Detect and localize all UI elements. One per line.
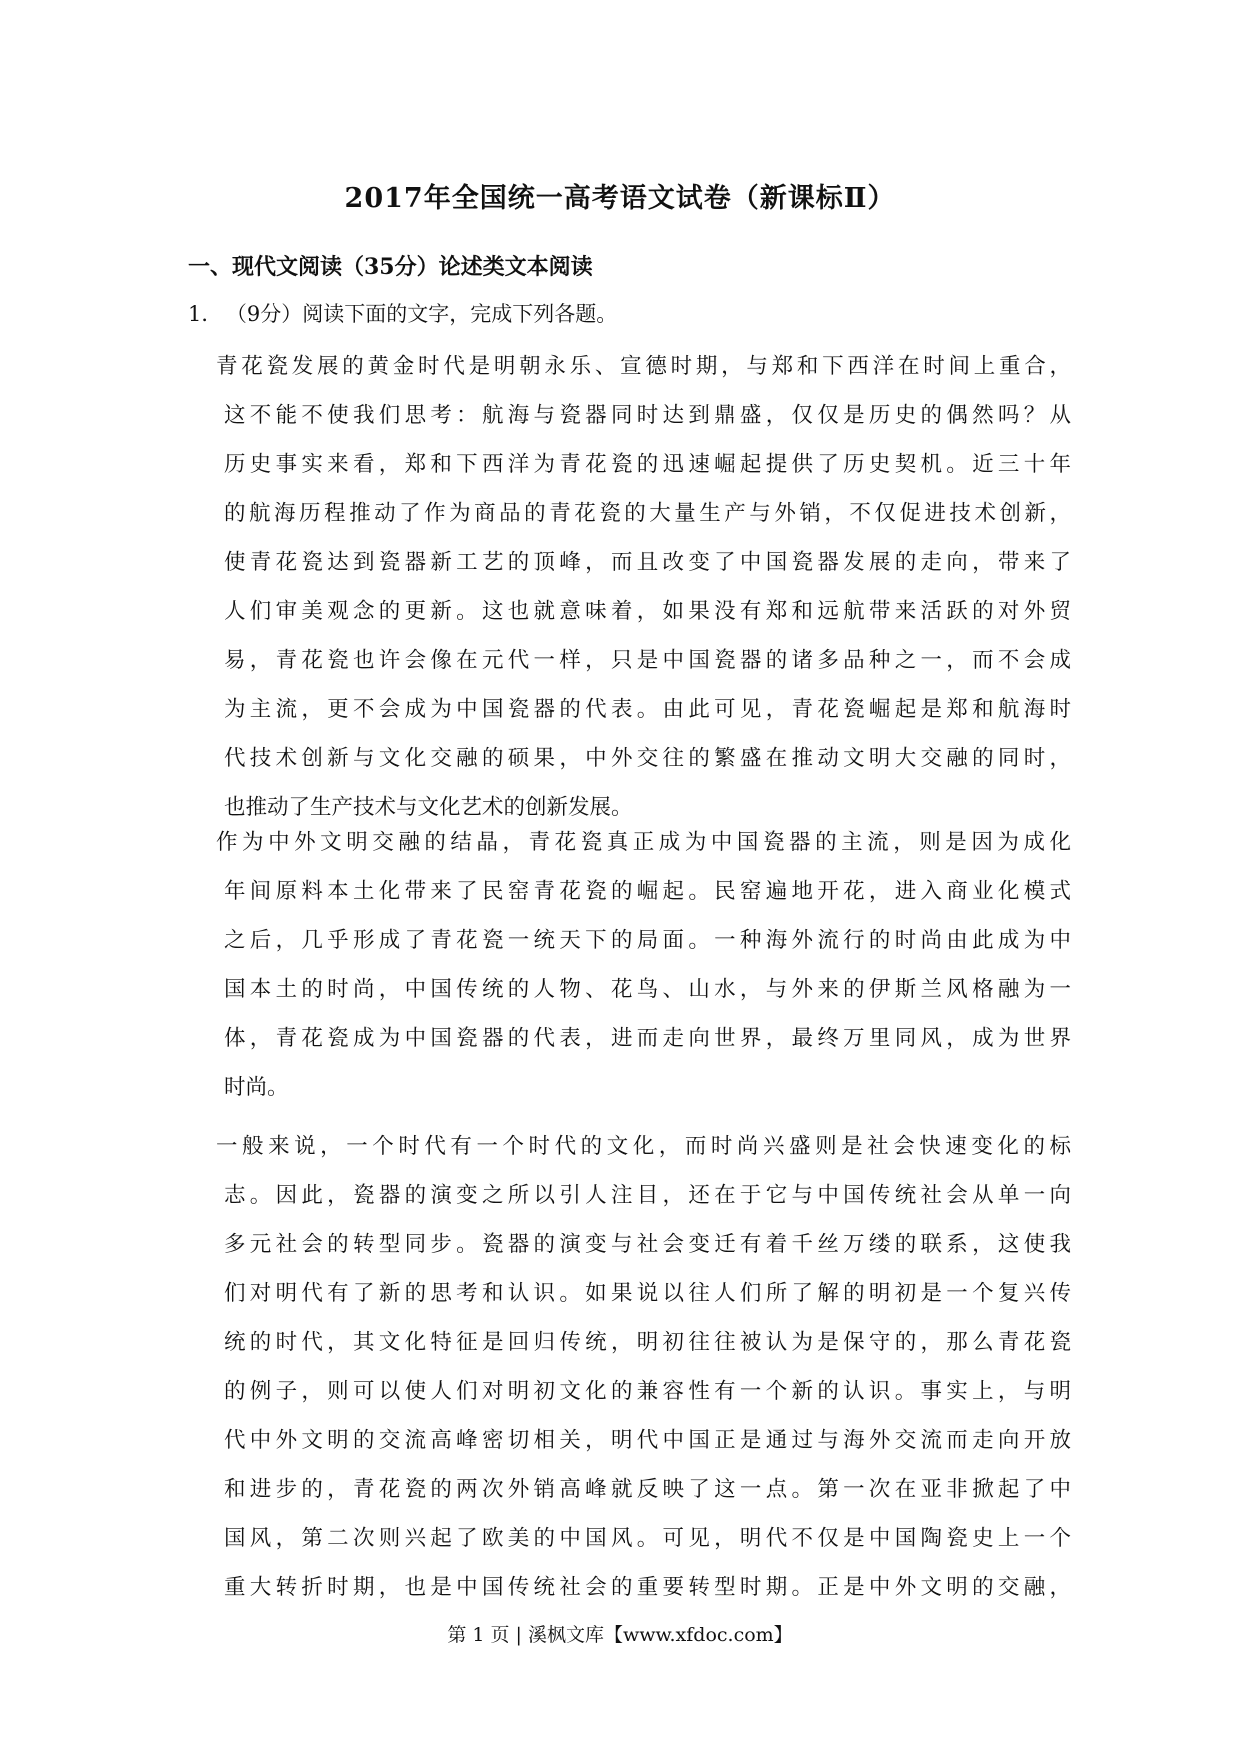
paragraph-line: 之后，几乎形成了青花瓷一统天下的局面。一种海外流行的时尚由此成为中 [224, 928, 1071, 953]
paragraph-line: 体，青花瓷成为中国瓷器的代表，进而走向世界，最终万里同风，成为世界 [224, 1026, 1071, 1051]
paragraph-line: 作为中外文明交融的结晶，青花瓷真正成为中国瓷器的主流，则是因为成化 [216, 830, 1071, 855]
paragraph-line: 的例子，则可以使人们对明初文化的兼容性有一个新的认识。事实上，与明 [224, 1379, 1071, 1404]
paragraph-line: 的航海历程推动了作为商品的青花瓷的大量生产与外销，不仅促进技术创新， [224, 501, 1071, 526]
question-prompt [188, 298, 617, 328]
page-footer: 第 1 页 | 溪枫文库【www.xfdoc.com】 [447, 1624, 793, 1646]
paragraph-line: 国本土的时尚，中国传统的人物、花鸟、山水，与外来的伊斯兰风格融为一 [224, 977, 1071, 1002]
paragraph-1 [216, 342, 1071, 832]
paragraph-line: 国风，第二次则兴起了欧美的中国风。可见，明代不仅是中国陶瓷史上一个 [224, 1526, 1071, 1551]
paragraph-line: 代技术创新与文化交融的硕果，中外交往的繁盛在推动文明大交融的同时， [224, 746, 1071, 771]
paragraph-line: 这不能不使我们思考：航海与瓷器同时达到鼎盛，仅仅是历史的偶然吗？从 [224, 403, 1071, 428]
paragraph-line: 重大转折时期，也是中国传统社会的重要转型时期。正是中外文明的交融， [224, 1575, 1071, 1600]
paragraph-2 [216, 818, 1071, 1112]
question-number: 1． [188, 302, 223, 326]
paragraph-line: 时尚。 [224, 1075, 289, 1100]
section-heading: 一、现代文阅读（35分）论述类文本阅读 [188, 254, 593, 280]
paragraph-line: 为主流，更不会成为中国瓷器的代表。由此可见，青花瓷崛起是郑和航海时 [224, 697, 1071, 722]
paragraph-line: 使青花瓷达到瓷器新工艺的顶峰，而且改变了中国瓷器发展的走向，带来了 [224, 550, 1071, 575]
paragraph-line: 一般来说，一个时代有一个时代的文化，而时尚兴盛则是社会快速变化的标 [216, 1134, 1071, 1159]
paragraph-line: 代中外文明的交流高峰密切相关，明代中国正是通过与海外交流而走向开放 [224, 1428, 1071, 1453]
paragraph-line: 志。因此，瓷器的演变之所以引人注目，还在于它与中国传统社会从单一向 [224, 1183, 1071, 1208]
paragraph-line: 们对明代有了新的思考和认识。如果说以往人们所了解的明初是一个复兴传 [224, 1281, 1071, 1306]
paragraph-line: 易，青花瓷也许会像在元代一样，只是中国瓷器的诸多品种之一，而不会成 [224, 648, 1071, 673]
paragraph-line: 多元社会的转型同步。瓷器的演变与社会变迁有着千丝万缕的联系，这使我 [224, 1232, 1071, 1257]
paragraph-line: 也推动了生产技术与文化艺术的创新发展。 [224, 795, 633, 820]
paragraph-line: 历史事实来看，郑和下西洋为青花瓷的迅速崛起提供了历史契机。近三十年 [224, 452, 1071, 477]
question-text: （9分）阅读下面的文字，完成下列各题。 [236, 302, 618, 326]
paragraph-line: 人们审美观念的更新。这也就意味着，如果没有郑和远航带来活跃的对外贸 [224, 599, 1071, 624]
page-title: 2017年全国统一高考语文试卷（新课标Ⅱ） [344, 183, 896, 214]
paragraph-line: 和进步的，青花瓷的两次外销高峰就反映了这一点。第一次在亚非掀起了中 [224, 1477, 1071, 1502]
paragraph-line: 青花瓷发展的黄金时代是明朝永乐、宣德时期，与郑和下西洋在时间上重合， [216, 354, 1071, 379]
paragraph-line: 年间原料本土化带来了民窑青花瓷的崛起。民窑遍地开花，进入商业化模式 [224, 879, 1071, 904]
paragraph-3 [216, 1122, 1071, 1612]
paragraph-line: 统的时代，其文化特征是回归传统，明初往往被认为是保守的，那么青花瓷 [224, 1330, 1071, 1355]
